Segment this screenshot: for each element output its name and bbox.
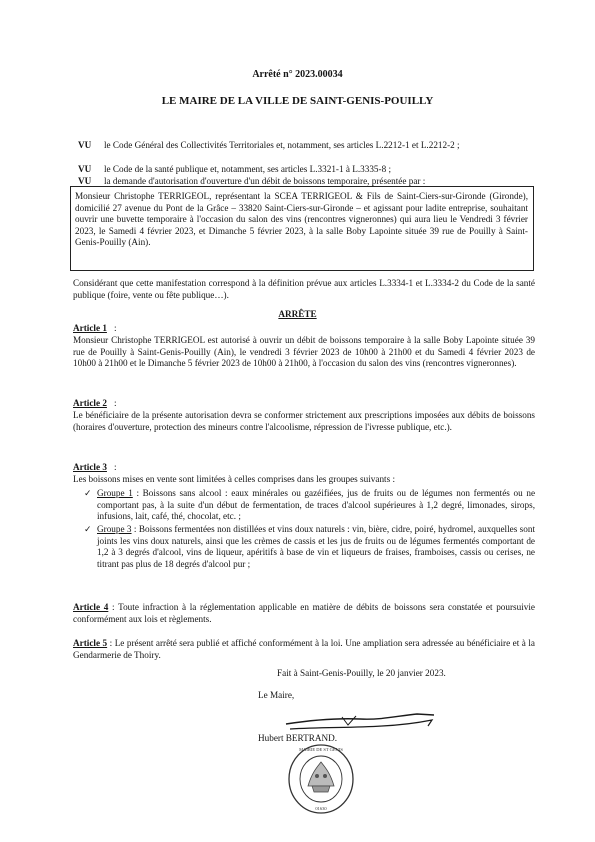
article-1-text: Monsieur Christophe TERRIGEOL est autorisé à ouvrir un débit de boissons temporaire à la salle Boby Lapointe située 39 rue de Pouilly à Saint-Genis-Pouilly (Ain), le vendredi 3 février 2023 de 10h00 à 21h00 et du Samedi 4 février 2023 de 10h00 à 21h00 et le Dimanche 5 février 2023 de 10h00 à 21h00, à l'occasion du salon des vins (rencontres vigneronnes). bbox=[73, 335, 535, 369]
group-3-colon: : bbox=[133, 524, 137, 534]
group-1-colon: : bbox=[136, 488, 140, 498]
article-4-colon: : bbox=[112, 602, 115, 612]
vu-text-2: le Code de la santé publique et, notamment, ses articles L.3321-1 à L.3335-8 ; bbox=[104, 164, 392, 174]
article-5 bbox=[73, 638, 535, 661]
article-5-label: Article 5 bbox=[73, 638, 108, 648]
article-4 bbox=[73, 602, 535, 625]
article-4-text: Toute infraction à la réglementation applicable en matière de débits de boissons sera constatée et poursuivie conformément aux lois et règlements. bbox=[73, 602, 536, 624]
vu-label-1: VU bbox=[78, 140, 92, 150]
svg-text:01630: 01630 bbox=[315, 806, 327, 811]
vu-label-3: VU bbox=[78, 176, 92, 186]
article-4-label: Article 4 bbox=[73, 602, 109, 612]
article-3-colon: : bbox=[114, 462, 117, 472]
checkmark-icon: ✓ bbox=[84, 524, 92, 534]
request-text: Monsieur Christophe TERRIGEOL, représentant la SCEA TERRIGEOL & Fils de Saint-Ciers-sur-Gironde (Gironde), domicilié 27 avenue du Pont de la Grâce – 33820 Saint-Ciers-sur-Gironde – et agissant pour ladite entreprise, souhaitant ouvrir une buvette temporaire à l'occasion du salon des vins (rencontres vigneronnes) qui aura lieu le Vendredi 3 février 2023, le Samedi 4 février 2023, et Dimanche 5 février 2023, à la salle Boby Lapointe située 39 rue de Pouilly à Saint-Genis-Pouilly (Ain). bbox=[75, 191, 528, 248]
group-3-item bbox=[97, 524, 535, 570]
article-2-text: Le bénéficiaire de la présente autorisation devra se conformer strictement aux prescriptions imposées aux débits de boissons (horaires d'ouverture, protection des mineurs contre l'alcoolisme, répression de l'ivresse publique, etc.). bbox=[73, 410, 535, 432]
considerant: Considérant que cette manifestation correspond à la définition prévue aux articles L.3334-1 et L.3334-2 du Code de la santé publique (foire, vente ou fête publique…). bbox=[73, 278, 535, 300]
article-1-colon: : bbox=[114, 323, 117, 333]
article-5-colon: : bbox=[109, 638, 113, 648]
issuer-title: LE MAIRE DE LA VILLE DE SAINT-GENIS-POUILLY bbox=[161, 95, 434, 107]
group-3-label: Groupe 3 bbox=[97, 524, 132, 534]
arrete-number: Arrêté n° 2023.00034 bbox=[252, 69, 343, 80]
vu-label-2: VU bbox=[78, 164, 92, 174]
article-1-label: Article 1 bbox=[73, 323, 107, 333]
article-3-label: Article 3 bbox=[73, 462, 107, 472]
article-5-text: Le présent arrêté sera publié et affiché conformément à la loi. Une ampliation sera adressée au bénéficiaire et à la Gendarmerie de Thoiry. bbox=[73, 638, 536, 660]
mayor-title: Le Maire, bbox=[258, 690, 295, 700]
group-3-text: Boissons fermentées non distillées et vins doux naturels : vin, bière, cidre, poiré, hydromel, auxquelles sont joints les vins doux naturels, ainsi que les crèmes de cassis et les jus de fruits ou de légumes fermentés comportant de 1,2 à 3 degrés d'alcool, vins de liqueur, apéritifs à base de vin et liqueurs de fraises, framboises, cassis ou cerises, ne titrant pas plus de 18 degrés d'alcool pur ; bbox=[97, 524, 535, 569]
checkmark-icon: ✓ bbox=[84, 488, 92, 498]
article-3-intro: Les boissons mises en vente sont limitées à celles comprises dans les groupes suivants : bbox=[73, 474, 396, 484]
svg-text:MAIRIE DE ST GENIS: MAIRIE DE ST GENIS bbox=[299, 747, 343, 752]
signature-image bbox=[282, 704, 442, 734]
vu-text-1: le Code Général des Collectivités Territoriales et, notamment, ses articles L.2212-1 et L.2212-2 ; bbox=[104, 140, 460, 150]
official-seal-stamp bbox=[286, 742, 356, 816]
request-box bbox=[70, 186, 534, 271]
arrete-heading: ARRÊTE bbox=[278, 309, 317, 319]
group-1-label: Groupe 1 bbox=[97, 488, 133, 498]
group-1-item bbox=[97, 488, 535, 523]
article-2-label: Article 2 bbox=[73, 398, 107, 408]
group-1-text: Boissons sans alcool : eaux minérales ou gazéifiées, jus de fruits ou de légumes non fermentés ou ne comportant pas, à la suite d'un début de fermentation, de traces d'alcool supérieures à 1,2 degré, limonades, sirops, infusions, lait, café, thé, chocolat, etc. ; bbox=[97, 488, 536, 522]
article-2-colon: : bbox=[114, 398, 117, 408]
vu-text-3: la demande d'autorisation d'ouverture d'un débit de boissons temporaire, présentée par : bbox=[104, 176, 426, 186]
mayor-name: Hubert BERTRAND. bbox=[258, 733, 338, 743]
place-date: Fait à Saint-Genis-Pouilly, le 20 janvier 2023. bbox=[277, 668, 446, 678]
